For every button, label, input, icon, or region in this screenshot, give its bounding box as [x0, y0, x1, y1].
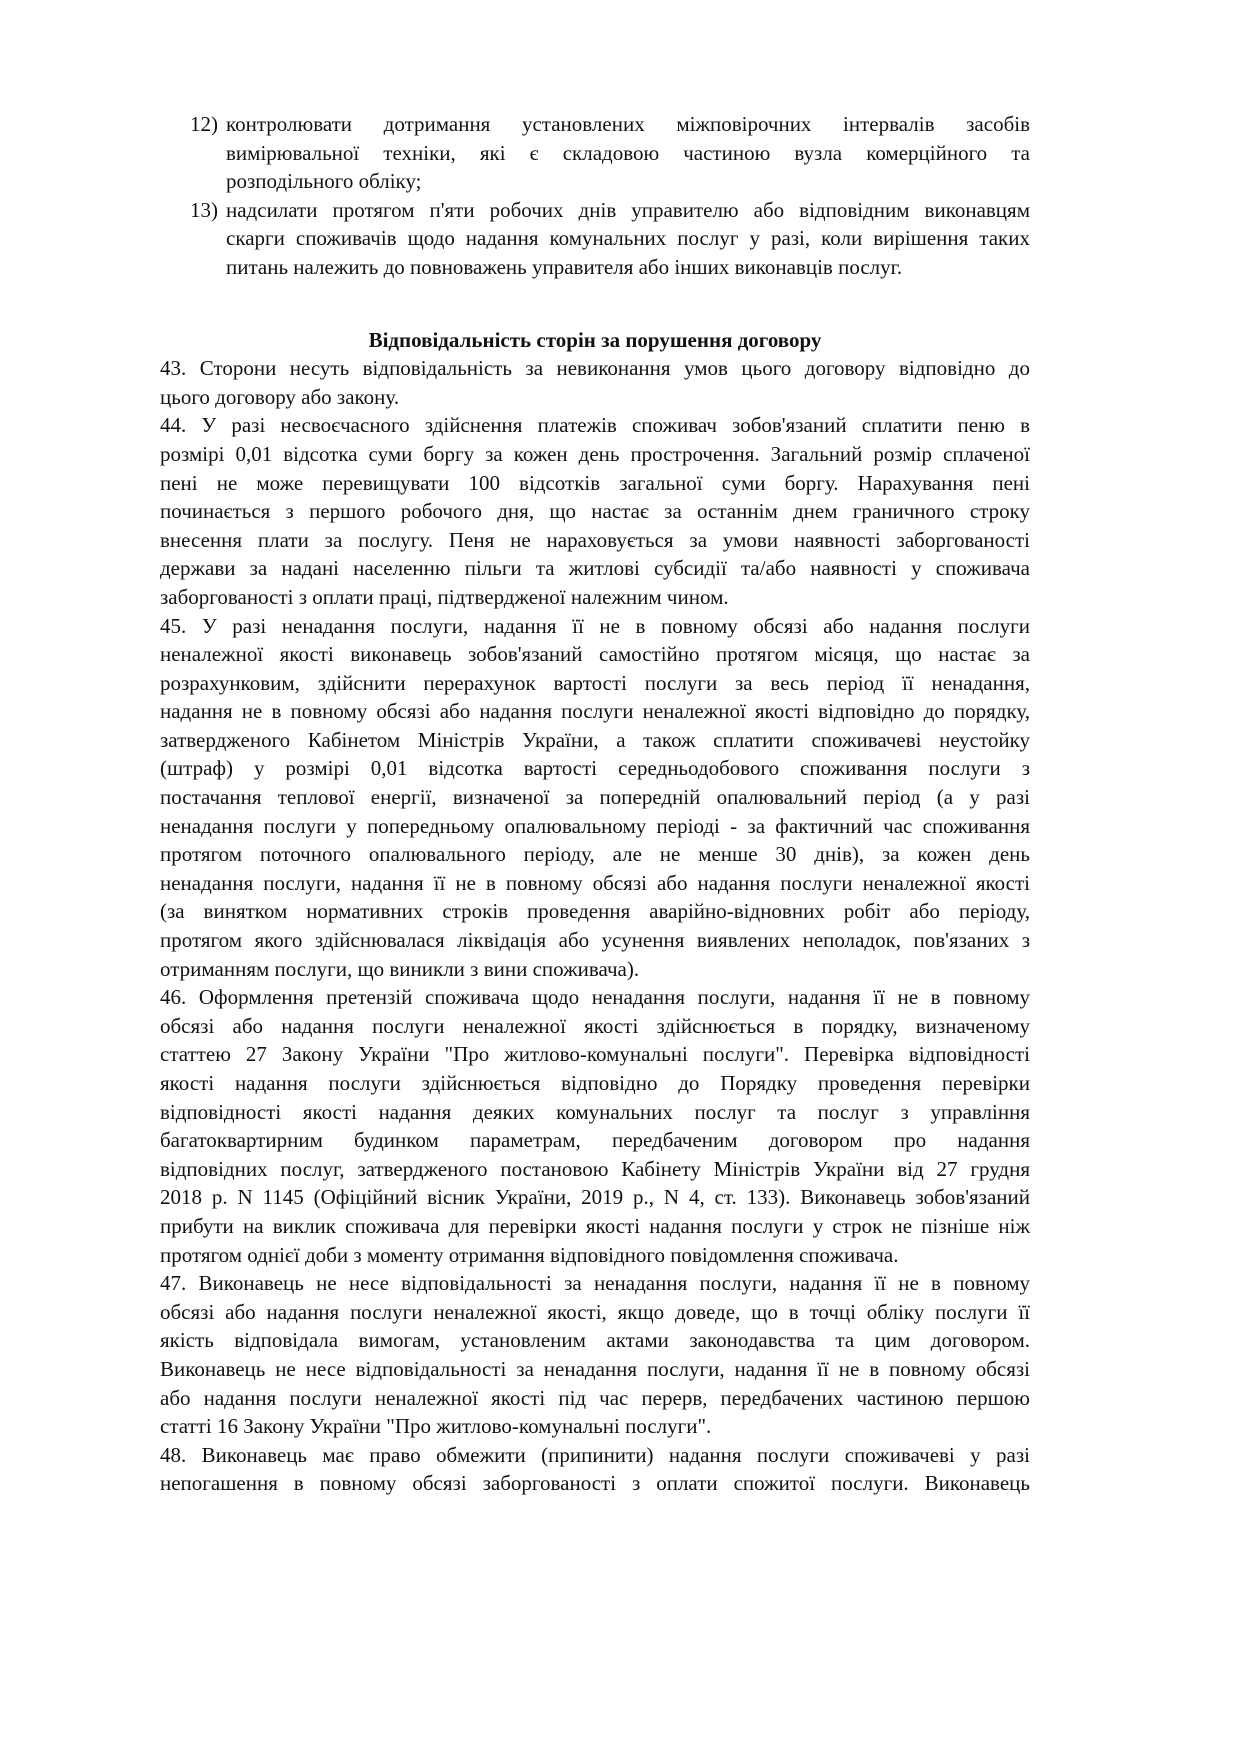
text-line: відповідності якості надання деяких комунальних послуг та послуг з управління	[160, 1099, 1030, 1124]
text-line: неналежної якості виконавець зобов'язаний самостійно протягом місяця, що настає за	[160, 642, 1030, 667]
text-line: питань належить до повноважень управителя або інших виконавців послуг.	[226, 254, 903, 279]
paragraph-43	[160, 354, 1030, 411]
text-line: скарги споживачів щодо надання комунальних послуг у разі, коли вирішення таких	[226, 226, 1030, 251]
text-line: вимірювальної техніки, які є складовою частиною вузла комерційного та	[226, 140, 1030, 165]
text-line: цього договору або закону.	[160, 384, 400, 409]
text-line: контролювати дотримання установлених міжповірочних інтервалів засобів	[226, 112, 1030, 136]
text-line: постачання теплової енергії, визначеної за попередній опалювальний період (а у разі	[160, 785, 1030, 810]
text-line: непогашення в повному обсязі заборгованості з оплати спожитої послуги. Виконавець	[160, 1471, 1030, 1496]
document-page	[160, 110, 1030, 1498]
text-line: 47. Виконавець не несе відповідальності за ненадання послуги, надання її не в повному	[160, 1271, 1030, 1296]
paragraph-46	[160, 983, 1030, 1269]
text-line: 48. Виконавець має право обмежити (припинити) надання послуги споживачеві у разі	[160, 1442, 1030, 1467]
text-line: розподільного обліку;	[226, 169, 422, 194]
text-line: починається з першого робочого дня, що настає за останнім днем граничного строку	[160, 499, 1030, 524]
text-line: заборгованості з оплати праці, підтвердженої належним чином.	[160, 584, 729, 609]
text-line: якість відповідала вимогам, установленим актами законодавства та цим договором.	[160, 1328, 1030, 1353]
text-line: розрахунковим, здійснити перерахунок вартості послуги за весь період її ненадання,	[160, 670, 1030, 695]
list-item-13	[160, 196, 1030, 282]
text-line: 46. Оформлення претензій споживача щодо ненадання послуги, надання її не в повному	[160, 985, 1030, 1010]
text-line: затвердженого Кабінетом Міністрів України, а також сплатити споживачеві неустойку	[160, 727, 1030, 752]
text-line: Виконавець не несе відповідальності за ненадання послуги, надання її не в повному обсязі	[160, 1356, 1030, 1381]
text-line: отриманням послуги, що виникли з вини споживача).	[160, 956, 640, 981]
list-item-12	[160, 110, 1030, 196]
text-line: протягом поточного опалювального періоду, але не менше 30 днів), за кожен день	[160, 842, 1030, 867]
text-line: держави за надані населенню пільги та житлові субсидії та/або наявності у споживача	[160, 556, 1030, 581]
text-line: розмірі 0,01 відсотка суми боргу за кожен день прострочення. Загальний розмір сплаченої	[160, 441, 1030, 466]
text-line: обсязі або надання послуги неналежної якості здійснюється в порядку, визначеному	[160, 1013, 1030, 1038]
paragraph-44	[160, 411, 1030, 611]
text-line: надсилати протягом п'яти робочих днів управителю або відповідним виконавцям	[226, 197, 1030, 222]
text-line: ненадання послуги, надання її не в повному обсязі або надання послуги неналежної якості	[160, 870, 1030, 895]
paragraph-48	[160, 1441, 1030, 1498]
text-line: або надання послуги неналежної якості під час перерв, передбачених частиною першою	[160, 1385, 1030, 1410]
text-line: 43. Сторони несуть відповідальність за невиконання умов цього договору відповідно до	[160, 356, 1030, 381]
list-number: 13)	[190, 197, 218, 222]
text-line: статті 16 Закону України "Про житлово-комунальні послуги".	[160, 1414, 712, 1439]
spacer	[160, 282, 1030, 298]
paragraph-47	[160, 1269, 1030, 1441]
section-heading: Відповідальність сторін за порушення договору	[368, 327, 822, 352]
list-number: 12)	[190, 112, 218, 136]
text-line: відповідних послуг, затвердженого постановою Кабінету Міністрів України від 27 грудня	[160, 1156, 1030, 1181]
text-line: багатоквартирним будинком параметрам, передбаченим договором про надання	[160, 1128, 1030, 1153]
text-line: внесення плати за послугу. Пеня не нараховується за умови наявності заборгованості	[160, 527, 1030, 552]
text-line: обсязі або надання послуги неналежної якості, якщо доведе, що в точці обліку послуги її	[160, 1299, 1030, 1324]
text-line: протягом якого здійснювалася ліквідація або усунення виявлених неполадок, пов'язаних з	[160, 928, 1030, 953]
text-line: прибути на виклик споживача для перевірки якості надання послуги у строк не пізніше ніж	[160, 1213, 1030, 1238]
text-line: ненадання послуги у попередньому опалювальному періоді - за фактичний час споживання	[160, 813, 1030, 838]
text-line: статтею 27 Закону України "Про житлово-комунальні послуги". Перевірка відповідності	[160, 1042, 1030, 1067]
text-line: 2018 р. N 1145 (Офіційний вісник України, 2019 р., N 4, ст. 133). Виконавець зобов'язаний	[160, 1185, 1030, 1210]
text-line: протягом однієї доби з моменту отримання відповідного повідомлення споживача.	[160, 1242, 899, 1267]
text-line: (за винятком нормативних строків проведення аварійно-відновних робіт або періоду,	[160, 899, 1030, 924]
text-line: надання не в повному обсязі або надання послуги неналежної якості відповідно до порядку,	[160, 699, 1030, 724]
text-line: 45. У разі ненадання послуги, надання її не в повному обсязі або надання послуги	[160, 613, 1030, 638]
text-line: пені не може перевищувати 100 відсотків загальної суми боргу. Нарахування пені	[160, 470, 1030, 495]
text-line: (штраф) у розмірі 0,01 відсотка вартості середньодобового споживання послуги з	[160, 756, 1030, 781]
paragraph-45	[160, 612, 1030, 984]
text-line: 44. У разі несвоєчасного здійснення платежів споживач зобов'язаний сплатити пеню в	[160, 413, 1030, 438]
text-line: якості надання послуги здійснюється відповідно до Порядку проведення перевірки	[160, 1071, 1030, 1095]
